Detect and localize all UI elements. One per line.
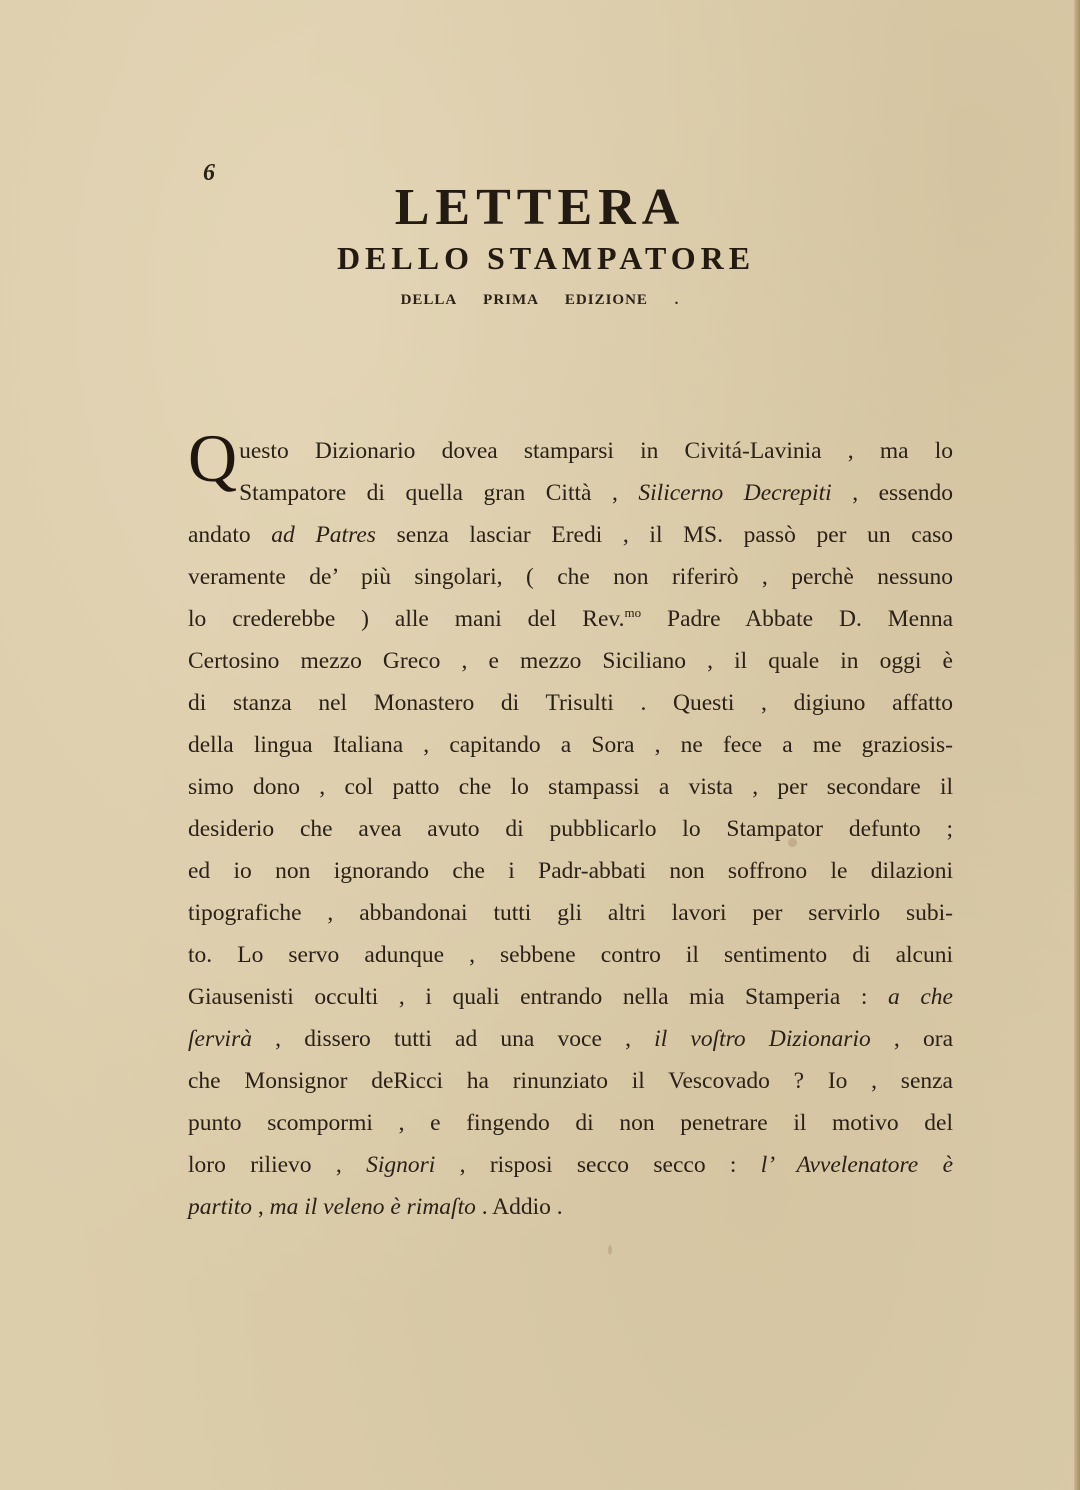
text-segment: della lingua Italiana , capitando a Sora , ne fece a me graziosis- bbox=[188, 732, 953, 758]
text-segment: tipografiche , abbandonai tutti gli altri lavori per servirlo subi- bbox=[188, 900, 953, 926]
text-segment: , bbox=[251, 1194, 270, 1220]
letter-body bbox=[188, 420, 954, 1228]
text-segment: veramente de’ più singolari, ( che non riferirò , perchè nessuno bbox=[188, 564, 953, 590]
text-line bbox=[188, 1186, 953, 1228]
text-line bbox=[188, 976, 953, 1018]
paper-speck bbox=[608, 1245, 612, 1255]
text-segment: Padre Abbate D. Menna bbox=[641, 606, 953, 632]
text-segment: , dissero tutti ad una voce , bbox=[251, 1026, 655, 1052]
italic-text: l’ Avvelenatore è bbox=[760, 1152, 953, 1178]
text-segment: Stampatore di quella gran Città , bbox=[239, 480, 639, 506]
text-line bbox=[188, 682, 953, 724]
text-segment: . Addio . bbox=[475, 1194, 563, 1220]
text-segment: di stanza nel Monastero di Trisulti . Questi , digiuno affatto bbox=[188, 690, 953, 716]
text-line bbox=[188, 556, 953, 598]
text-segment: to. Lo servo adunque , sebbene contro il sentimento di alcuni bbox=[188, 942, 953, 968]
text-segment: desiderio che avea avuto di pubblicarlo lo Stampator defunto ; bbox=[188, 816, 953, 842]
text-line bbox=[188, 892, 953, 934]
italic-text: ſervirà bbox=[188, 1026, 252, 1052]
italic-text: Signori bbox=[366, 1152, 436, 1178]
letter-lines bbox=[188, 420, 954, 1228]
italic-text: ad Patres bbox=[271, 522, 376, 548]
text-segment: senza lasciar Eredi , il MS. passò per un caso bbox=[375, 522, 954, 548]
page-title: LETTERA bbox=[394, 179, 686, 236]
text-line bbox=[188, 850, 953, 892]
text-line bbox=[188, 934, 953, 976]
text-segment: , essendo bbox=[831, 480, 954, 506]
text-line bbox=[188, 1018, 953, 1060]
text-segment: lo crederebbe ) alle mani del Rev. bbox=[188, 606, 625, 632]
italic-text: Silicerno Decrepiti bbox=[638, 480, 832, 506]
text-segment: simo dono , col patto che lo stampassi a vista , per secondare il bbox=[188, 774, 953, 800]
drop-cap: Q bbox=[188, 420, 238, 496]
text-line bbox=[188, 1060, 953, 1102]
text-line bbox=[188, 514, 953, 556]
page-subtitle: DELLO STAMPATORE bbox=[336, 240, 756, 276]
text-line bbox=[188, 430, 953, 472]
page-number: 6 bbox=[203, 160, 215, 186]
text-segment: che Monsignor deRicci ha rinunziato il Vescovado ? Io , senza bbox=[188, 1068, 953, 1094]
text-line bbox=[188, 808, 953, 850]
text-line bbox=[188, 766, 953, 808]
text-line bbox=[188, 472, 953, 514]
italic-text: il voſtro Dizionario bbox=[654, 1026, 871, 1052]
text-line bbox=[188, 1102, 953, 1144]
text-segment: uesto Dizionario dovea stamparsi in Civitá-Lavinia , ma lo bbox=[239, 438, 953, 464]
text-segment: andato bbox=[188, 522, 272, 548]
text-line bbox=[188, 640, 953, 682]
text-line bbox=[188, 1144, 953, 1186]
italic-text: ma il veleno è rimaſto bbox=[269, 1194, 476, 1220]
text-segment: mo bbox=[624, 605, 642, 621]
text-segment: ed io non ignorando che i Padr-abbati non soffrono le dilazioni bbox=[188, 858, 953, 884]
italic-text: partito bbox=[188, 1194, 252, 1220]
text-segment: punto scompormi , e fingendo di non penetrare il motivo del bbox=[188, 1110, 953, 1136]
text-segment: loro rilievo , bbox=[188, 1152, 367, 1178]
text-segment: , ora bbox=[870, 1026, 953, 1052]
italic-text: a che bbox=[888, 984, 953, 1010]
text-segment: Certosino mezzo Greco , e mezzo Siciliano , il quale in oggi è bbox=[188, 648, 953, 674]
text-segment: Giausenisti occulti , i quali entrando nella mia Stamperia : bbox=[188, 984, 889, 1010]
text-line bbox=[188, 724, 953, 766]
edition-heading: DELLA PRIMA EDIZIONE . bbox=[400, 292, 680, 308]
text-segment: , risposi secco secco : bbox=[435, 1152, 761, 1178]
text-line bbox=[188, 598, 953, 640]
